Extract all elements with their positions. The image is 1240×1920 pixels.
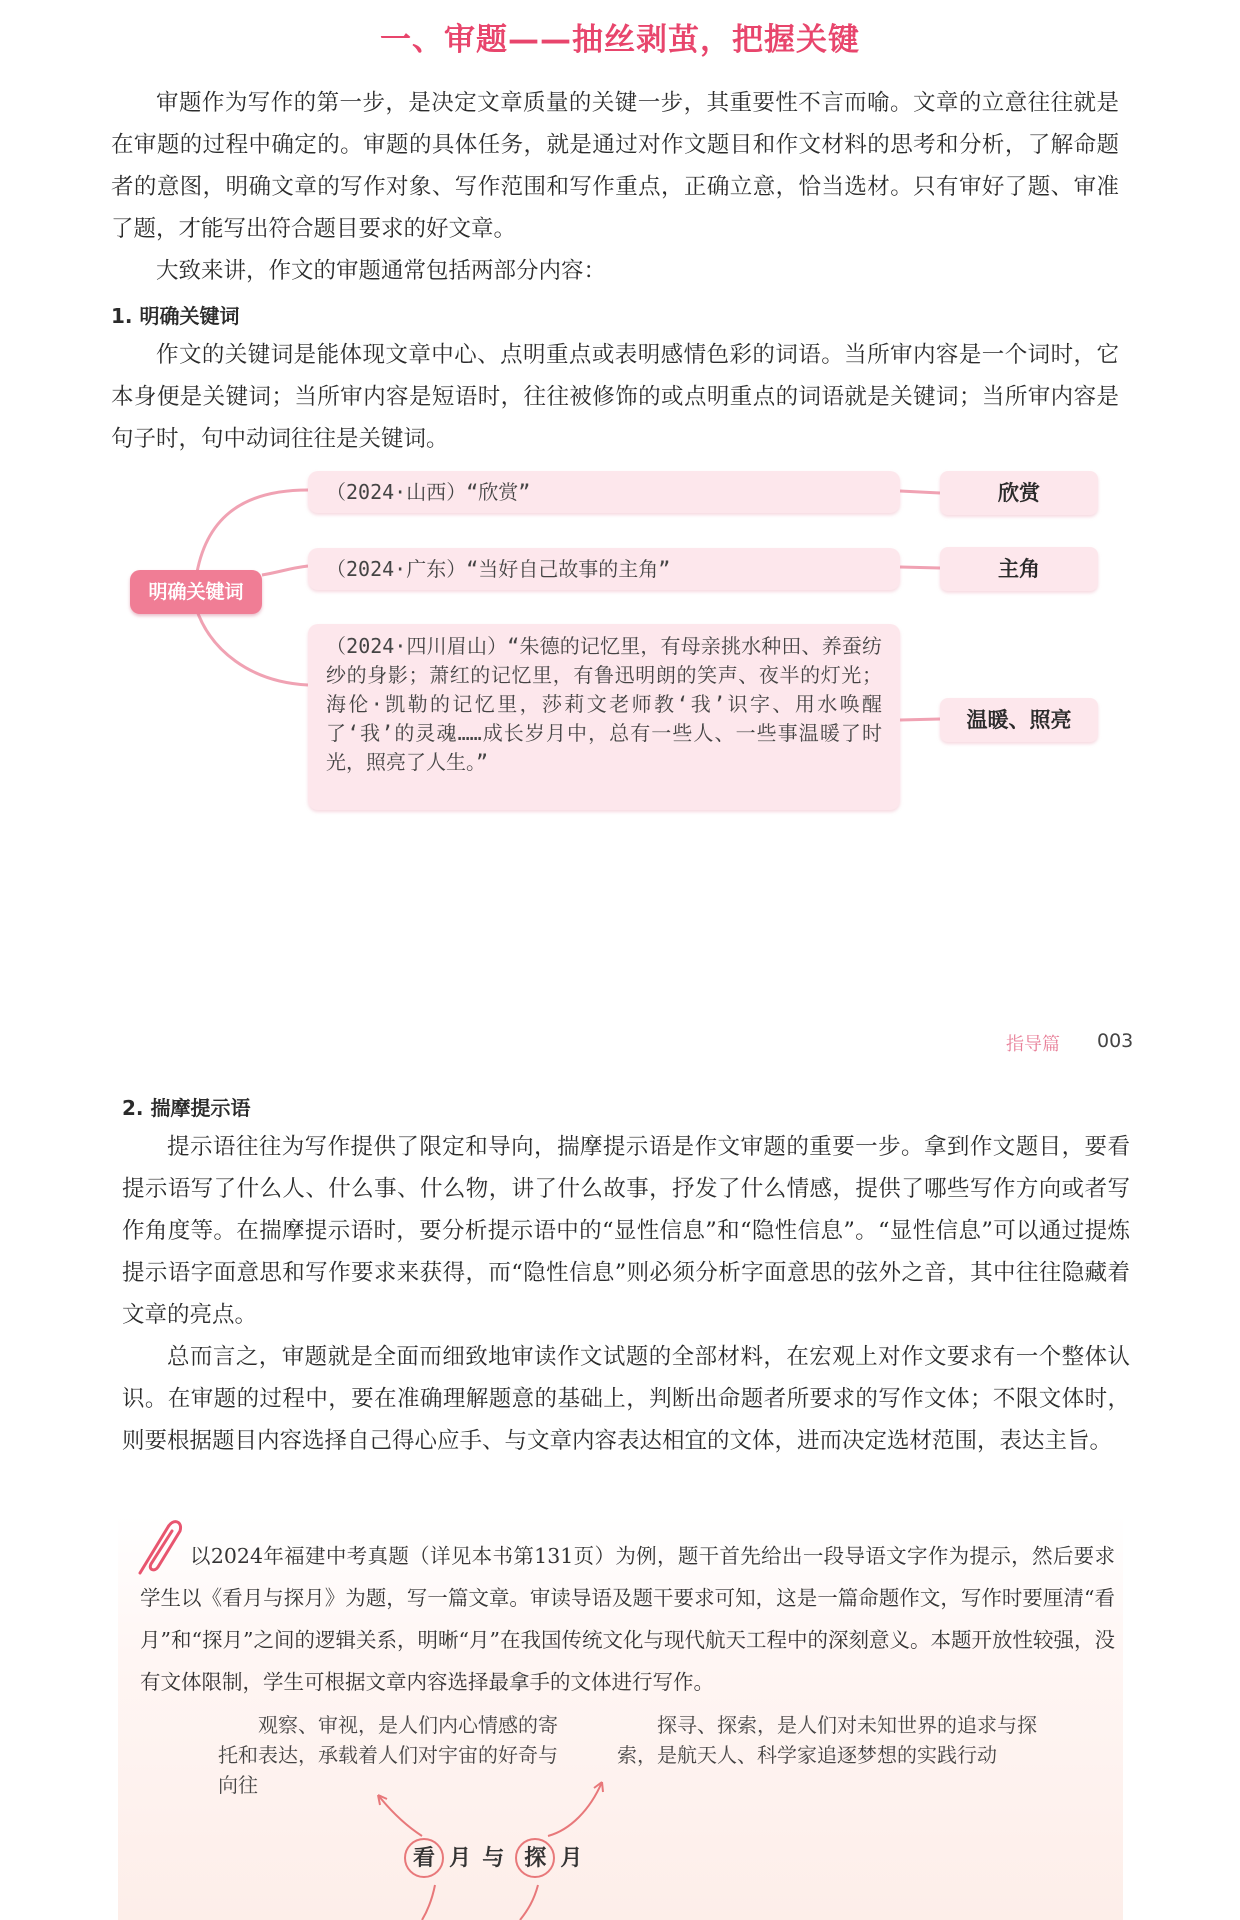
char-kan: 看 <box>404 1838 444 1878</box>
title-characters <box>404 1838 604 1878</box>
intro-paragraph-2: 大致来讲，作文的审题通常包括两部分内容： <box>156 258 607 284</box>
mindmap-keyword-2: 主角 <box>940 547 1098 591</box>
char-yu: 与 <box>482 1845 505 1871</box>
mindmap-branch-3: （2024·四川眉山）“朱德的记忆里，有母亲挑水种田、养蚕纺纱的身影；萧红的记忆里，有鲁迅明朗的笑声、夜半的灯光；海伦·凯勒的记忆里，莎莉文老师教‘我’识字、用水唤醒了‘我’的灵魂……成长岁月中，总有一些人、一些事温暖了时光，照亮了人生。” <box>308 624 900 810</box>
mindmap-keyword-1: 欣赏 <box>940 471 1098 515</box>
mindmap-branch-2: （2024·广东）“当好自己故事的主角” <box>308 548 900 590</box>
char-yue-1: 月 <box>449 1845 472 1871</box>
char-tan: 探 <box>515 1838 555 1878</box>
section1-heading: 1. 明确关键词 <box>111 304 240 328</box>
page-title: 一、审题——抽丝剥茧，把握关键 <box>380 22 860 58</box>
intro-paragraph-1: 审题作为写作的第一步，是决定文章质量的关键一步，其重要性不言而喻。文章的立意往往就是在审题的过程中确定的。审题的具体任务，就是通过对作文题目和作文材料的思考和分析，了解命题者的意图，明确文章的写作对象、写作范围和写作重点，正确立意，恰当选材。只有审好了题、审准了题，才能写出符合题目要求的好文章。 <box>111 90 1119 242</box>
mindmap-branch-1: （2024·山西）“欣赏” <box>308 471 900 513</box>
section2-paragraph-2: 总而言之，审题就是全面而细致地审读作文试题的全部材料，在宏观上对作文要求有一个整体认识。在审题的过程中，要在准确理解题意的基础上，判断出命题者所要求的写作文体；不限文体时，则要根据题目内容选择自己得心应手、与文章内容表达相宜的文体，进而决定选材范围，表达主旨。 <box>122 1344 1130 1454</box>
section2-paragraph-1: 提示语往往为写作提供了限定和导向，揣摩提示语是作文审题的重要一步。拿到作文题目，要看提示语写了什么人、什么事、什么物，讲了什么故事，抒发了什么情感，提供了哪些写作方向或者写作角度等。在揣摩提示语时，要分析提示语中的“显性信息”和“隐性信息”。“显性信息”可以通过提炼提示语字面意思和写作要求来获得，而“隐性信息”则必须分析字面意思的弦外之音，其中往往隐藏着文章的亮点。 <box>122 1134 1130 1328</box>
mindmap-root: 明确关键词 <box>130 570 262 614</box>
footer-section-label: 指导篇 <box>1006 1034 1060 1055</box>
annotation-left: 观察、审视，是人们内心情感的寄托和表达，承载着人们对宇宙的好奇与向往 <box>218 1713 558 1797</box>
annotation-right: 探寻、探索，是人们对未知世界的追求与探索，是航天人、科学家追逐梦想的实践行动 <box>617 1713 1037 1767</box>
example-text: 以2024年福建中考真题（详见本书第131页）为例，题干首先给出一段导语文字作为提示，然后要求学生以《看月与探月》为题，写一篇文章。审读导语及题干要求可知，这是一篇命题作文，写作时要厘清“看月”和“探月”之间的逻辑关系，明晰“月”在我国传统文化与现代航天工程中的深刻意义。本题开放性较强，没有文体限制，学生可根据文章内容选择最拿手的文体进行写作。 <box>140 1544 1115 1694</box>
page-number: 003 <box>1097 1030 1134 1052</box>
mindmap-keyword-3: 温暖、照亮 <box>940 698 1098 742</box>
char-yue-2: 月 <box>560 1845 583 1871</box>
section2-heading: 2. 揣摩提示语 <box>122 1096 251 1120</box>
section1-body: 作文的关键词是能体现文章中心、点明重点或表明感情色彩的词语。当所审内容是一个词时，它本身便是关键词；当所审内容是短语时，往往被修饰的或点明重点的词语就是关键词；当所审内容是句子时，句中动词往往是关键词。 <box>111 342 1119 452</box>
